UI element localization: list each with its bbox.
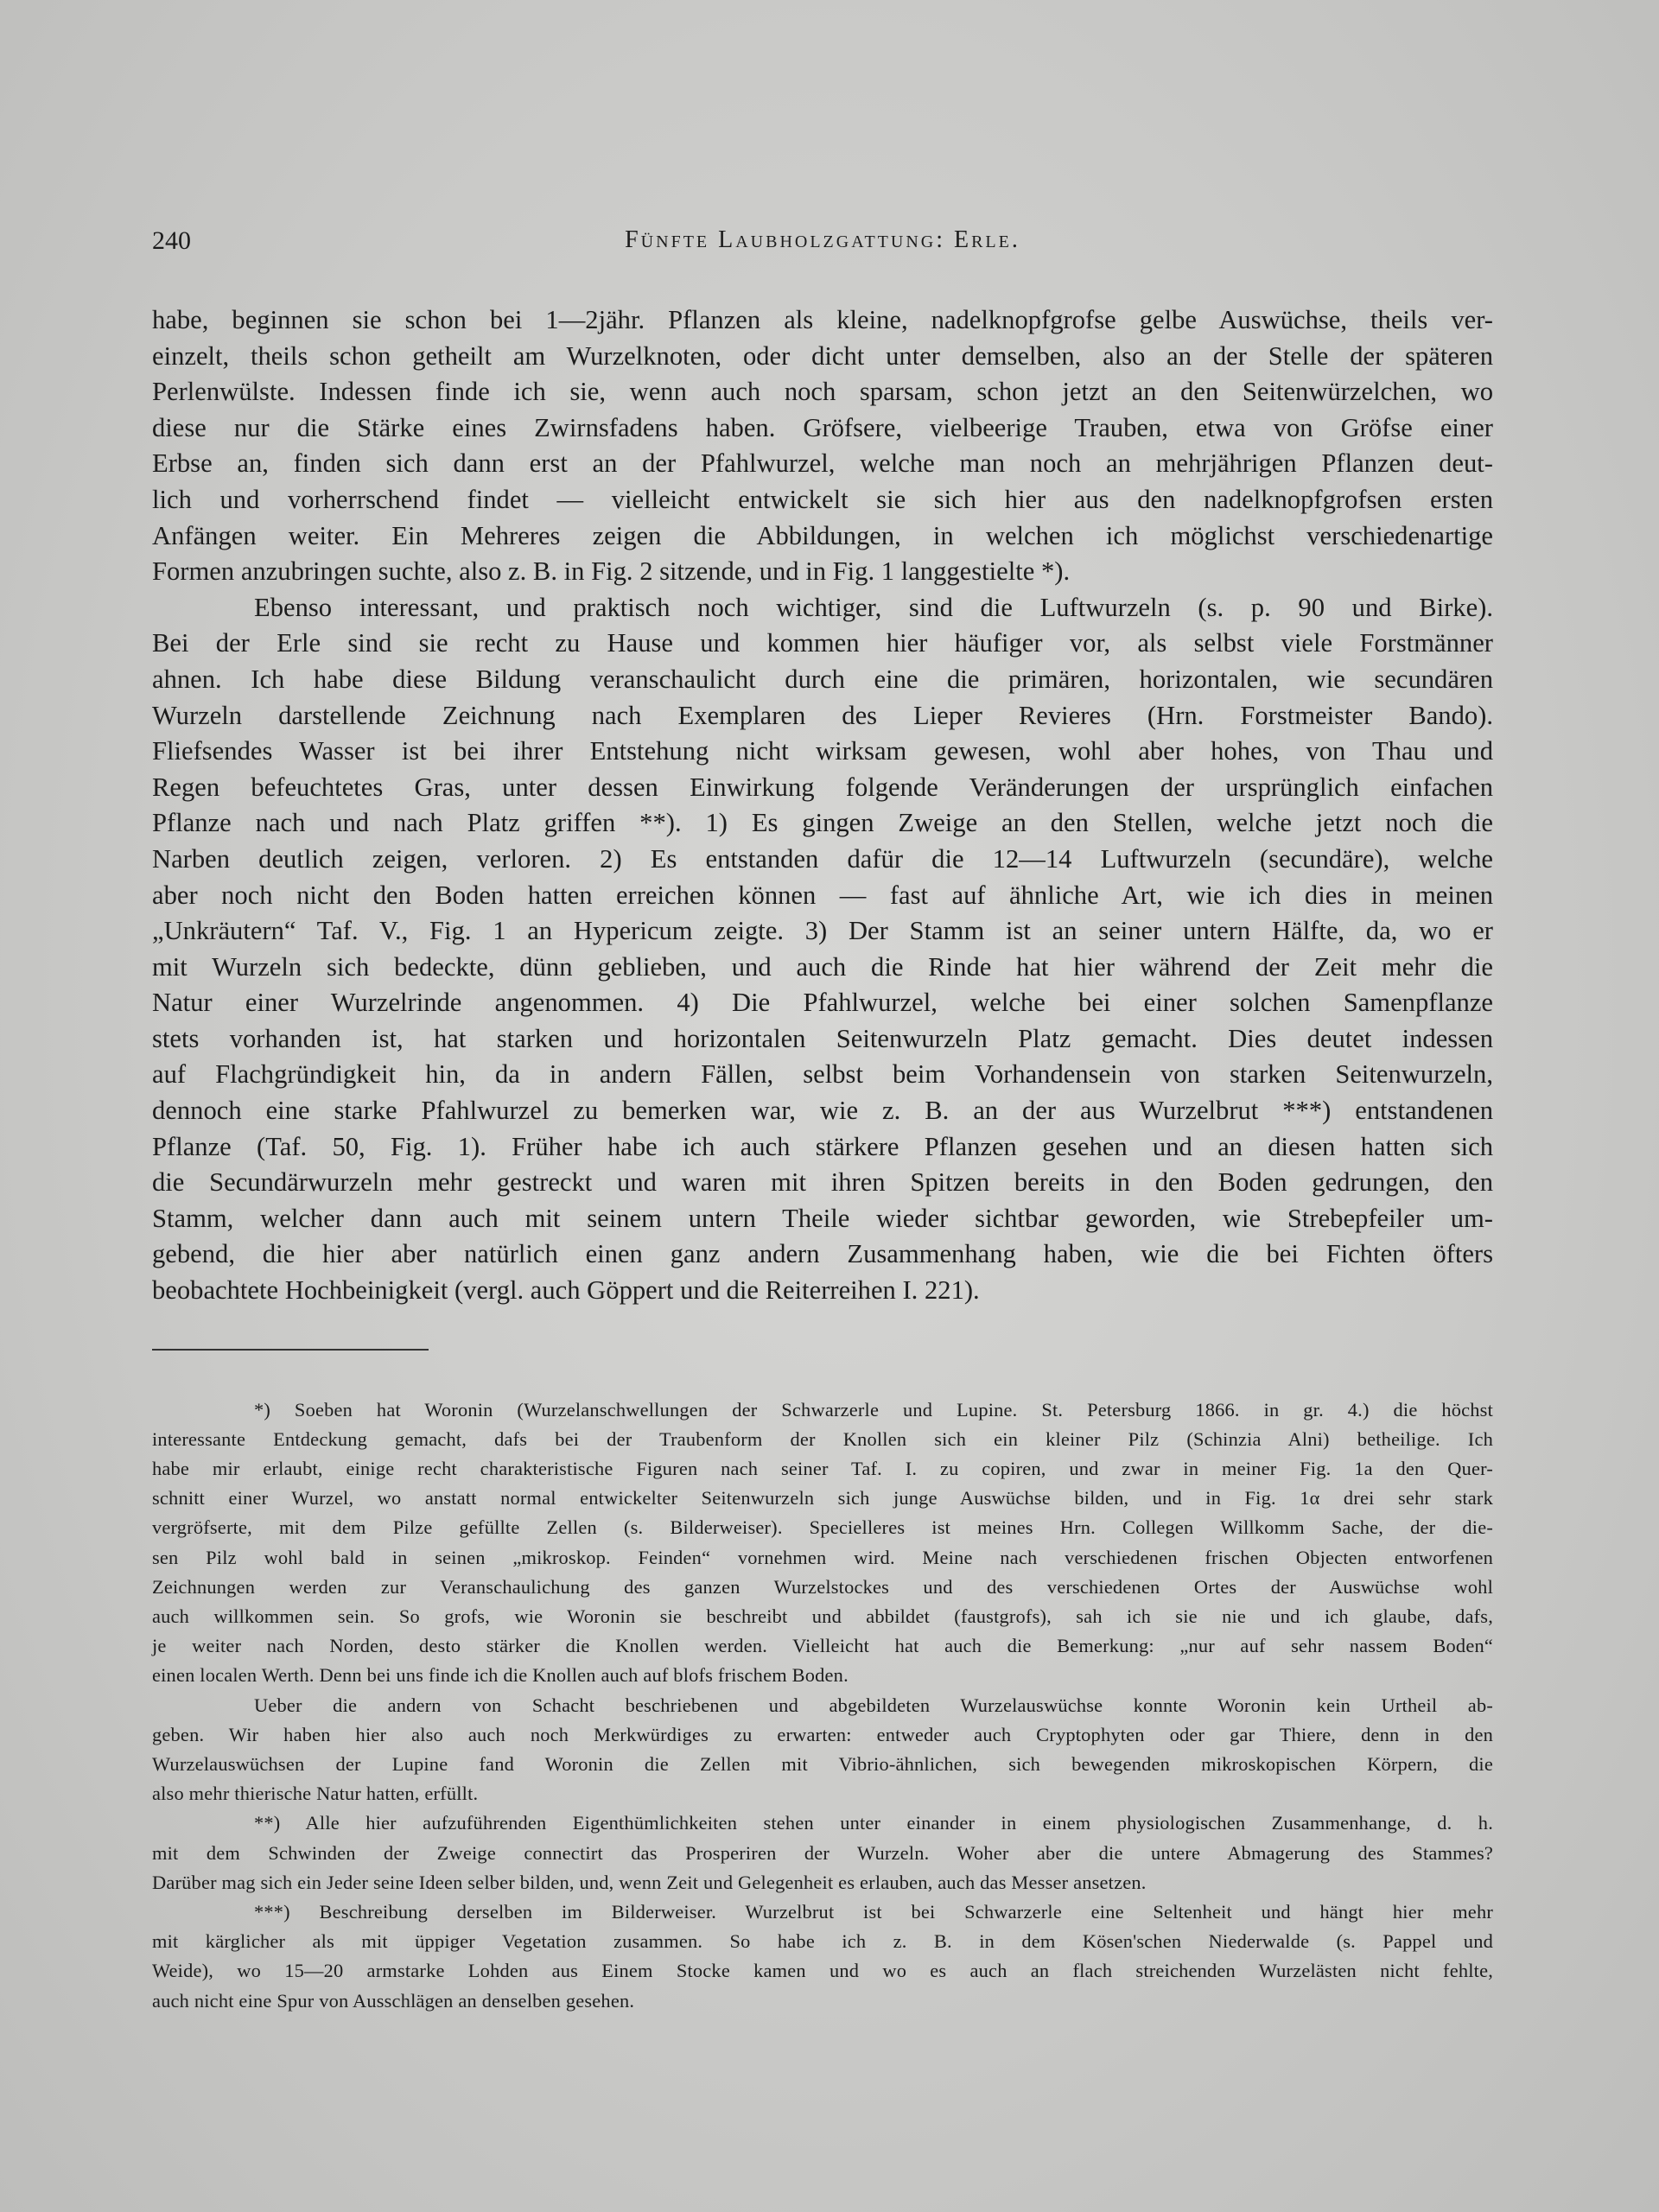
page-number: 240 — [152, 226, 191, 255]
text-line: die Secundärwurzeln mehr gestreckt und waren mit ihren Spitzen bereits in den Boden gedrungen, den — [152, 1167, 1493, 1198]
text-line: Wurzeln darstellende Zeichnung nach Exemplaren des Lieper Revieres (Hrn. Forstmeister Bando). — [152, 700, 1493, 730]
footnote-line: also mehr thierische Natur hatten, erfüllt. — [152, 1783, 479, 1805]
footnote-line: habe mir erlaubt, einige recht charakteristische Figuren nach seiner Taf. I. zu copiren, und zwar in meiner Fig. 1a den Quer- — [152, 1458, 1493, 1480]
footnote-1 — [152, 1395, 1493, 1691]
footnote-line: auch willkommen sein. So grofs, wie Woronin sie beschreibt und abbildet (faustgrofs), sah ich sie nie und ich glaube, dafs, — [152, 1605, 1493, 1628]
text-line: Erbse an, finden sich dann erst an der Pfahlwurzel, welche man noch an mehrjährigen Pflanzen deut- — [152, 448, 1493, 479]
text-line: auf Flachgründigkeit hin, da in andern Fällen, selbst beim Vorhandensein von starken Seitenwurzeln, — [152, 1059, 1493, 1090]
text-line: Stamm, welcher dann auch mit seinem untern Theile wieder sichtbar geworden, wie Strebepfeiler um- — [152, 1203, 1493, 1233]
footnote-line: interessante Entdeckung gemacht, dafs bei der Traubenform der Knollen sich ein kleiner Pilz (Schinzia Alni) betheilige. Ich — [152, 1427, 1493, 1450]
footnotes — [152, 1395, 1493, 2016]
running-head — [152, 226, 1493, 261]
footnote-line: Wurzelauswüchsen der Lupine fand Woronin die Zellen mit Vibrio-ähnlichen, sich bewegenden mikroskopischen Körpern, die — [152, 1753, 1493, 1776]
text-line: aber noch nicht den Boden hatten erreichen können — fast auf ähnliche Art, wie ich dies in meinen — [152, 880, 1493, 910]
text-line: habe, beginnen sie schon bei 1—2jähr. Pflanzen als kleine, nadelknopfgrofse gelbe Auswüchse, theils ver- — [152, 305, 1493, 334]
footnote-line: je weiter nach Norden, desto stärker die Knollen werden. Vielleicht hat auch die Bemerkung: „nur auf sehr nassem Boden“ — [152, 1635, 1493, 1657]
text-line: gebend, die hier aber natürlich einen ganz andern Zusammenhang haben, wie die bei Fichten öfters — [152, 1239, 1493, 1269]
text-line: stets vorhanden ist, hat starken und horizontalen Seitenwurzeln Platz gemacht. Dies deutet indessen — [152, 1023, 1493, 1053]
footnote-line: auch nicht eine Spur von Ausschlägen an denselben gesehen. — [152, 1989, 635, 2012]
text-line: Ebenso interessant, und praktisch noch wichtiger, sind die Luftwurzeln (s. p. 90 und Birke). — [254, 592, 1493, 622]
text-line: lich und vorherrschend findet — vielleicht entwickelt sie sich hier aus den nadelknopfgrofsen ersten — [152, 484, 1493, 514]
footnote-separator — [152, 1349, 429, 1351]
footnote-1-continued — [152, 1691, 1493, 1809]
text-line: ahnen. Ich habe diese Bildung veranschaulicht durch eine die primären, horizontalen, wie secundären — [152, 664, 1493, 694]
text-line: einzelt, theils schon getheilt am Wurzelknoten, oder dicht unter demselben, also an der Stelle der späteren — [152, 340, 1493, 371]
footnote-line: **) Alle hier aufzuführenden Eigenthümlichkeiten stehen unter einander in einem physiologischen Zusammenhange, d. h. — [254, 1812, 1493, 1834]
text-line: Anfängen weiter. Ein Mehreres zeigen die Abbildungen, in welchen ich möglichst verschiedenartige — [152, 520, 1493, 550]
text-line: „Unkräutern“ Taf. V., Fig. 1 an Hypericum zeigte. 3) Der Stamm ist an seiner untern Hälfte, da, wo er — [152, 916, 1493, 946]
footnote-line: geben. Wir haben hier also auch noch Merkwürdiges zu erwarten: entweder auch Cryptophyten oder gar Thiere, denn in den — [152, 1723, 1493, 1745]
paragraph-1 — [152, 302, 1493, 590]
running-title: Fünfte Laubholzgattung: Erle. — [625, 226, 1020, 253]
text-line: dennoch eine starke Pfahlwurzel zu bemerken war, wie z. B. an der aus Wurzelbrut ***) entstandenen — [152, 1096, 1493, 1126]
footnote-line: ***) Beschreibung derselben im Bilderweiser. Wurzelbrut ist bei Schwarzerle eine Seltenheit und hängt hier mehr — [254, 1901, 1493, 1923]
footnote-line: Ueber die andern von Schacht beschriebenen und abgebildeten Wurzelauswüchse konnte Woronin kein Urtheil ab- — [254, 1694, 1493, 1716]
footnote-3 — [152, 1897, 1493, 2016]
footnote-line: *) Soeben hat Woronin (Wurzelanschwellungen der Schwarzerle und Lupine. St. Petersburg 1866. in gr. 4.) die höchst — [254, 1398, 1493, 1421]
text-line: Natur einer Wurzelrinde angenommen. 4) Die Pfahlwurzel, welche bei einer solchen Samenpflanze — [152, 988, 1493, 1018]
text-line: Pflanze (Taf. 50, Fig. 1). Früher habe ich auch stärkere Pflanzen gesehen und an diesen hatten sich — [152, 1131, 1493, 1161]
footnote-line: mit dem Schwinden der Zweige connectirt das Prosperiren der Wurzeln. Woher aber die untere Abmagerung des Stammes? — [152, 1841, 1493, 1864]
footnote-line: vergröfserte, mit dem Pilze gefüllte Zellen (s. Bilderweiser). Specielleres ist meines Hrn. Collegen Willkomm Sache, der die- — [152, 1516, 1493, 1539]
footnote-line: Zeichnungen werden zur Veranschaulichung des ganzen Wurzelstockes und des verschiedenen Ortes der Auswüchse wohl — [152, 1575, 1493, 1598]
footnote-line: mit kärglicher als mit üppiger Vegetation zusammen. So habe ich z. B. in dem Kösen'schen Niederwalde (s. Pappel und — [152, 1930, 1493, 1953]
footnote-line: einen localen Werth. Denn bei uns finde ich die Knollen auch auf blofs frischem Boden. — [152, 1664, 849, 1687]
text-line: diese nur die Stärke eines Zwirnsfadens haben. Gröfsere, vielbeerige Trauben, etwa von Gröfse einer — [152, 412, 1493, 442]
text-line: Narben deutlich zeigen, verloren. 2) Es entstanden dafür die 12—14 Luftwurzeln (secundäre), welche — [152, 843, 1493, 874]
paragraph-2 — [152, 590, 1493, 1309]
text-line: Fliefsendes Wasser ist bei ihrer Entstehung nicht wirksam gewesen, wohl aber hohes, von Thau und — [152, 736, 1493, 766]
text-line: mit Wurzeln sich bedeckte, dünn geblieben, und auch die Rinde hat hier während der Zeit mehr die — [152, 951, 1493, 982]
footnote-2 — [152, 1808, 1493, 1897]
text-line: Perlenwülste. Indessen finde ich sie, wenn auch noch sparsam, schon jetzt an den Seitenwürzelchen, wo — [152, 377, 1493, 407]
text-line: Regen befeuchtetes Gras, unter dessen Einwirkung folgende Veränderungen der ursprünglich einfachen — [152, 772, 1493, 802]
main-text — [152, 302, 1493, 1309]
text-line: beobachtete Hochbeinigkeit (vergl. auch Göppert und die Reiterreihen I. 221). — [152, 1275, 980, 1306]
footnote-line: sen Pilz wohl bald in seinen „mikroskop. Feinden“ vornehmen wird. Meine nach verschiedenen frischen Objecten entworfenen — [152, 1546, 1493, 1568]
text-line: Pflanze nach und nach Platz griffen **). 1) Es gingen Zweige an den Stellen, welche jetzt noch die — [152, 808, 1493, 838]
footnote-line: Darüber mag sich ein Jeder seine Ideen selber bilden, und, wenn Zeit und Gelegenheit es erlauben, auch das Messer ansetzen. — [152, 1871, 1147, 1893]
text-line: Bei der Erle sind sie recht zu Hause und kommen hier häufiger vor, als selbst viele Forstmänner — [152, 628, 1493, 658]
text-line: Formen anzubringen suchte, also z. B. in Fig. 2 sitzende, und in Fig. 1 langgestielte *). — [152, 556, 1071, 587]
footnote-line: schnitt einer Wurzel, wo anstatt normal entwickelter Seitenwurzeln sich junge Auswüchse bilden, und in Fig. 1α drei sehr stark — [152, 1487, 1493, 1510]
document-page — [152, 226, 1493, 2016]
footnote-line: Weide), wo 15—20 armstarke Lohden aus Einem Stocke kamen und wo es auch an flach streichenden Wurzelästen nicht fehlte, — [152, 1960, 1493, 1982]
